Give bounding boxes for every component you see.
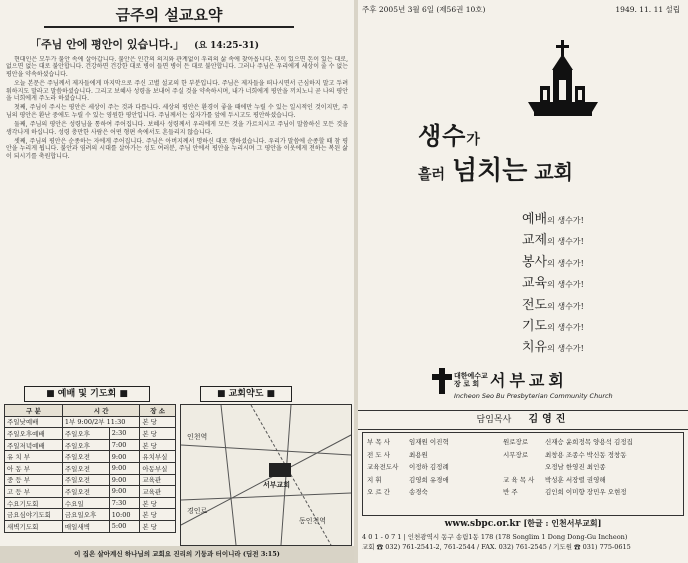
table-row <box>5 520 176 532</box>
table-cell: 금요심야기도회 <box>5 509 63 521</box>
table-header: 시 간 <box>62 405 139 417</box>
list-item-suffix: 의 생수가! <box>547 322 584 332</box>
staff-role: 원로장로 <box>503 438 529 446</box>
table-cell: 주일오후예배 <box>5 428 63 440</box>
staff-names: 김영희 유경애 <box>409 475 449 484</box>
headline-particle: 가 <box>466 132 481 148</box>
pastor-name: 김영진 <box>528 414 570 425</box>
sermon-title-text: 「주님 안에 평안이 있습니다.」 <box>30 38 185 51</box>
table-row <box>5 428 176 440</box>
table-cell: 주일오후 <box>62 439 109 451</box>
list-item <box>522 272 682 293</box>
services-table <box>4 404 176 533</box>
sermon-paragraph: 둘째, 주님의 평안은 성령님을 통하여 주어집니다. 보혜사 성령께서 우리에게 모든 것을 가르치시고 주님이 말씀하신 모든 것을 생각나게 하십니다. 성령 충만한 사람은 어떤 형편 속에서도 흔들리지 않습니다. <box>6 121 348 136</box>
map-label: 동인천역 <box>299 517 327 525</box>
headline-living-water <box>418 116 481 151</box>
list-item-suffix: 의 생수가! <box>547 280 584 290</box>
list-item <box>522 294 682 315</box>
staff-role: 오 르 간 <box>367 488 390 497</box>
map-label: 서부교회 <box>263 480 291 489</box>
staff-names: 송경숙 <box>409 488 428 497</box>
church-book-icon <box>526 40 600 132</box>
staff-role: 교육전도사 <box>367 463 399 472</box>
denomination <box>454 372 488 388</box>
pastor-label: 담임목사 <box>476 415 512 425</box>
staff-names: 신재승 윤희정목 양용석 김정집 <box>545 438 633 446</box>
table-cell: 본 당 <box>140 509 176 521</box>
table-cell: 주일낮예배 <box>5 416 63 428</box>
staff-row <box>503 462 633 475</box>
map-label: 경인로 <box>187 507 208 515</box>
list-item-suffix: 의 생수가! <box>547 258 584 268</box>
pastor-line <box>358 410 688 430</box>
address-line: 4 0 1 - 0 7 1 | 인천광역시 동구 송림1동 178 (178 Songlim 1 Dong Dong-Gu Incheon) <box>362 533 628 541</box>
cover-page <box>358 0 688 563</box>
founding-date: 1949. 11. 11 설립 <box>615 5 680 14</box>
table-cell: 고 등 부 <box>5 486 63 498</box>
headline-word: 교회 <box>534 160 573 184</box>
list-item-suffix: 의 생수가! <box>547 237 584 247</box>
table-cell: 9:00 <box>109 451 140 463</box>
list-item-word: 기도 <box>522 318 548 334</box>
staff-role: 교 육 목 사 <box>503 475 535 484</box>
table-cell: 유 치 부 <box>5 451 63 463</box>
staff-names: 최용원 <box>409 450 428 459</box>
table-cell: 수요기도회 <box>5 497 63 509</box>
staff-names: 이정하 김정례 <box>409 463 449 472</box>
staff-row <box>367 475 449 488</box>
left-footer-verse: 이 집은 살아계신 하나님의 교회요 진리의 기둥과 터이니라 (딤전 3:15) <box>0 546 354 563</box>
sermon-body <box>6 56 348 382</box>
table-cell: 5:00 <box>109 520 140 532</box>
staff-role: 부 목 사 <box>367 438 390 446</box>
staff-names: 임재원 이진혁 <box>409 438 449 446</box>
sermon-paragraph: 오늘 본문은 주님께서 제자들에게 마지막으로 주신 고별 설교의 한 부분입니다. 주님은 제자들을 떠나시면서 근심하지 말고 두려워하지도 말라고 말씀하셨습니다. 그리고 보혜사 성령을 보내어 주실 것을 약속하시며, 내가 너희에게 평안을 끼치노니 곧 나의 평안을 너희에게 주노라 하셨습니다. <box>6 80 348 103</box>
headline-word: 생수 <box>418 121 467 150</box>
staff-row <box>367 437 449 450</box>
staff-role: 전 도 사 <box>367 450 390 459</box>
staff-role: 시무장로 <box>503 450 529 459</box>
staff-names: 최창용 조종수 박신동 정창동 <box>545 450 627 459</box>
church-map <box>180 404 352 546</box>
table-cell: 7:00 <box>109 439 140 451</box>
staff-column-left <box>367 437 449 500</box>
table-row <box>5 416 176 428</box>
list-item-suffix: 의 생수가! <box>547 216 584 225</box>
list-item <box>522 251 682 272</box>
list-item <box>522 208 682 229</box>
list-item <box>522 229 682 250</box>
table-cell: 본 당 <box>140 428 176 440</box>
church-address <box>362 532 688 552</box>
website-url[interactable]: www.sbpc.or.kr <box>444 519 521 529</box>
staff-row <box>367 487 449 500</box>
staff-row <box>503 437 633 450</box>
table-row <box>5 497 176 509</box>
table-cell: 본 당 <box>140 439 176 451</box>
staff-row <box>503 450 633 463</box>
table-cell: 1부 9:00/2부 11:30 <box>62 416 139 428</box>
table-row <box>5 474 176 486</box>
table-cell: 교육관 <box>140 486 176 498</box>
phone-line: 교회 ☎ 032) 761-2541-2, 761-2544 / FAX. 032) 761-2545 / 기도원 ☎ 031) 775-0615 <box>362 543 631 551</box>
staff-names: 오정남 한영진 최인종 <box>545 463 606 472</box>
table-cell: 주일오전 <box>62 474 109 486</box>
sermon-paragraph: 첫째, 주님이 주시는 평안은 세상이 주는 것과 다릅니다. 세상의 평안은 환경이 좋을 때에만 누릴 수 있는 일시적인 것이지만, 주님의 평안은 환난 중에도 누릴 수 있는 영원한 평안입니다. 주님께서는 십자가를 앞에 두시고도 평안하셨습니다. <box>6 104 348 119</box>
table-cell: 주일오후 <box>62 428 109 440</box>
table-cell: 수요일 <box>62 497 109 509</box>
church-website <box>358 518 688 529</box>
denomination-line: 대한예수교 <box>454 371 488 380</box>
map-label: 인천역 <box>187 433 208 441</box>
table-header: 장 소 <box>140 405 176 417</box>
list-item <box>522 315 682 336</box>
table-cell: 매일새벽 <box>62 520 109 532</box>
staff-names: 박성훈 서장렬 권영해 <box>545 475 606 484</box>
list-item-word: 교육 <box>522 276 548 292</box>
list-item-suffix: 의 생수가! <box>547 301 584 311</box>
table-cell: 중 등 부 <box>5 474 63 486</box>
cross-logo-icon <box>430 368 454 394</box>
sermon-paragraph: 셋째, 주님의 평안은 순종하는 자에게 주어집니다. 주님은 아버지께서 명하신 대로 행하셨습니다. 우리가 말씀에 순종할 때 참 평안을 누리게 됩니다. 불안과 염려의 시대를 살아가는 성도 여러분, 주님 안에서 평안을 누리시며 그 평안을 이웃에게 전하는 복된 삶이 되시기를 축원합니다. <box>6 138 348 160</box>
denomination-line: 장 로 회 <box>454 379 480 388</box>
staff-role: 지 휘 <box>367 475 382 484</box>
table-header-row <box>5 405 176 417</box>
list-item-word: 치유 <box>522 340 548 356</box>
table-cell: 7:30 <box>109 497 140 509</box>
staff-row <box>503 487 633 500</box>
table-cell: 본 당 <box>140 416 176 428</box>
sermon-scripture-ref: (요 14:25-31) <box>194 41 260 51</box>
table-cell: 주일오전 <box>62 451 109 463</box>
staff-names: 김인희 이미향 장민우 오현정 <box>545 488 627 497</box>
table-cell: 본 당 <box>140 497 176 509</box>
living-water-list <box>522 208 682 358</box>
sermon-paragraph: 현대인은 모두가 불안 속에 살아갑니다. 불안은 인간의 의지와 관계없이 우리의 삶 속에 찾아옵니다. 돈이 있으면 돈이 있는 대로, 없으면 없는 대로 불안합니다. 건강하면 건강한 대로 병이 들면 병이 든 대로 불안합니다. 그러나 주님은 우리에게 세상이 줄 수 없는 평안을 약속하셨습니다. <box>6 56 348 78</box>
list-item-suffix: 의 생수가! <box>547 344 584 354</box>
table-cell: 본 당 <box>140 520 176 532</box>
table-row <box>5 486 176 498</box>
church-name: 서부교회 <box>490 371 568 390</box>
table-cell: 금요일오후 <box>62 509 109 521</box>
website-note: [한글 : 인천서부교회] <box>523 518 602 528</box>
staff-column-right <box>503 437 633 500</box>
table-cell: 9:00 <box>109 462 140 474</box>
table-cell: 교육관 <box>140 474 176 486</box>
sermon-title <box>30 36 310 52</box>
church-name-english: Incheon Seo Bu Presbyterian Community Church <box>454 392 613 400</box>
headline-overflowing-church <box>418 150 573 187</box>
sermon-section-header: 금주의 설교요약 <box>44 4 294 28</box>
table-row <box>5 439 176 451</box>
staff-row <box>367 450 449 463</box>
headline-word: 넘치는 <box>452 156 528 186</box>
table-row <box>5 509 176 521</box>
table-cell: 유치부실 <box>140 451 176 463</box>
map-drawing <box>181 405 351 545</box>
table-header: 구 분 <box>5 405 63 417</box>
issue-number: 주후 2005년 3월 6일 (제56권 10호) <box>362 5 486 14</box>
staff-role: 반 주 <box>503 488 518 497</box>
table-cell: 새벽기도회 <box>5 520 63 532</box>
list-item-word: 예배 <box>522 212 548 227</box>
table-cell: 아 동 부 <box>5 462 63 474</box>
table-cell: 주일오전 <box>62 486 109 498</box>
table-cell: 10:00 <box>109 509 140 521</box>
staff-box <box>362 432 684 516</box>
headline-word: 흘러 <box>418 167 446 183</box>
services-title: ■ 예배 및 기도회 ■ <box>24 386 150 402</box>
map-title: ■ 교회약도 ■ <box>200 386 292 402</box>
table-cell: 주일오전 <box>62 462 109 474</box>
table-cell: 2:30 <box>109 428 140 440</box>
table-row <box>5 462 176 474</box>
table-cell: 아동부실 <box>140 462 176 474</box>
list-item <box>522 336 682 357</box>
table-cell: 9:00 <box>109 486 140 498</box>
list-item-word: 전도 <box>522 297 548 313</box>
staff-row <box>367 462 449 475</box>
list-item-word: 봉사 <box>522 254 548 270</box>
staff-row <box>503 475 633 488</box>
table-row <box>5 451 176 463</box>
table-cell: 주일저녁예배 <box>5 439 63 451</box>
list-item-word: 교제 <box>522 233 548 249</box>
table-cell: 9:00 <box>109 474 140 486</box>
